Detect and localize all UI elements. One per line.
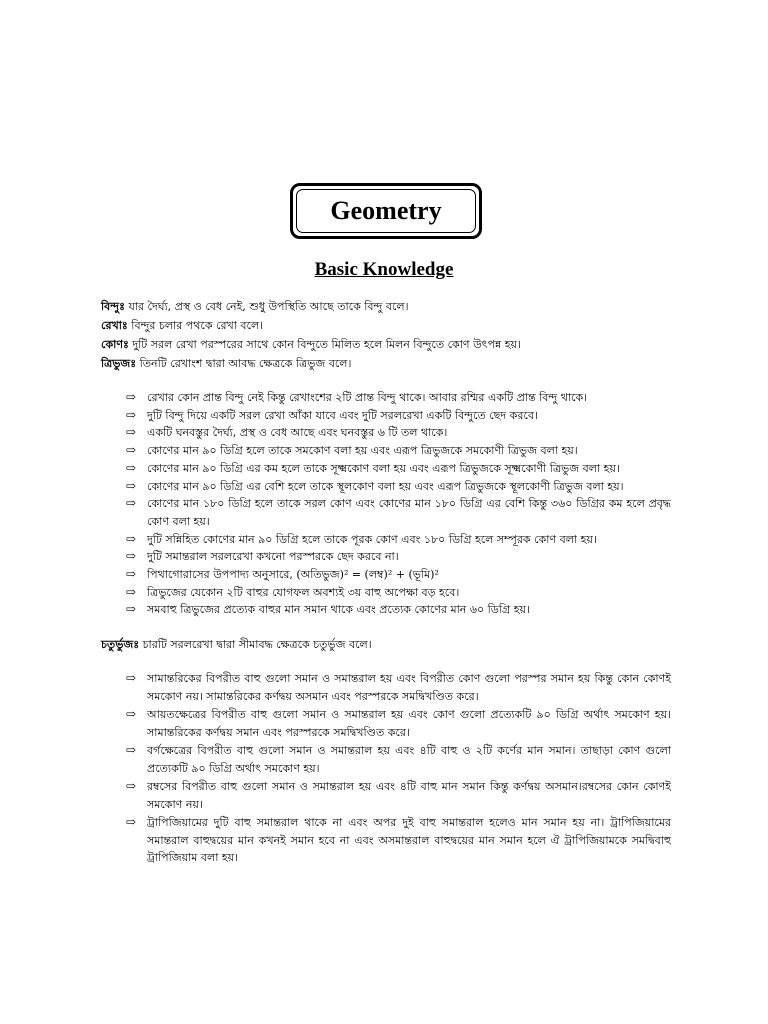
list-item-text: দুটি বিন্দু দিয়ে একটি সরল রেখা আঁকা যাবে এবং দুটি সরলরেখা একটি বিন্দুতে ছেদ করবে।: [147, 408, 538, 422]
definition-point: [101, 297, 661, 316]
quadrilateral-facts-list: [126, 670, 671, 868]
list-item-text: কোণের মান ৯০ ডিগ্রি হলে তাকে সমকোণ বলা হয় এবং এরূপ ত্রিভুজকে সমকোণী ত্রিভুজ বলা হয়।: [147, 444, 578, 458]
arrow-bullet-icon: ⇨: [126, 390, 137, 404]
definitions-block: [101, 297, 661, 373]
list-item: [126, 778, 671, 813]
list-item-text: একটি ঘনবস্তুর দৈর্ঘ্য, প্রস্থ ও বেধ আছে এবং ঘনবস্তুর ৬ টি তল থাকে।: [147, 426, 448, 440]
list-item-text: কোণের মান ৯০ ডিগ্রি এর বেশি হলে তাকে স্থূলকোণ বলা হয় এবং এরূপ ত্রিভুজকে স্থূলকোণী ত্রিভুজ বলা হয়।: [147, 479, 624, 493]
list-item-text: কোণের মান ১৮০ ডিগ্রি হলে তাকে সরল কোণ এবং কোণের মান ১৮০ ডিগ্রি এর বেশি কিন্তু ৩৬০ ডিগ্রির কম হলে প্রবৃদ্ধ কোণ বলা হয়।: [147, 497, 671, 528]
list-item-text: ত্রিভুজের যেকোন ২টি বাহুর যোগফল অবশ্যই ৩য় বাহু অপেক্ষা বড় হবে।: [147, 585, 460, 599]
list-item: [126, 424, 671, 442]
definition-text: বিন্দুর চলার পথকে রেখা বলে।: [131, 319, 264, 332]
arrow-bullet-icon: ⇨: [126, 743, 137, 757]
facts-list: [126, 389, 671, 619]
definition-quadrilateral: [101, 635, 372, 654]
list-item-text: সামান্তরিকের বিপরীত বাহু গুলো সমান ও সমান্তরাল হয় এবং বিপরীত কোণ গুলো পরস্পর সমান হয় কিন্তু কোন কোণই সমকোণ নয়। সামান্তরিকের কর্ণদ্বয় অসমান এবং পরস্পরকে সমদ্বিখণ্ডিত করে।: [147, 672, 671, 703]
list-item: [126, 389, 671, 407]
arrow-bullet-icon: ⇨: [126, 815, 137, 829]
title-frame: [290, 183, 482, 239]
arrow-bullet-icon: ⇨: [126, 779, 137, 793]
arrow-bullet-icon: ⇨: [126, 584, 137, 599]
list-item: [126, 742, 671, 777]
list-item-text: কোণের মান ৯০ ডিগ্রি এর কম হলে তাকে সূক্ষ্মকোণ বলা হয় এবং এরূপ ত্রিভুজকে সূক্ষ্মকোণী ত্রিভুজ বলা হয়।: [147, 461, 620, 475]
document-title: Geometry: [330, 196, 442, 225]
list-item-text: ট্রাপিজিয়ামের দুটি বাহু সমান্তরাল থাকে না এবং অপর দুই বাহু সমান্তরাল হলেও মান সমান হয় না। ট্রাপিজিয়ামের সমান্তরাল বাহুদ্বয়ের মান কখনই সমান হবে না এবং অসমান্তরাল বাহুদ্বয়ের মান সমান হলে ঐ ট্রাপিজিয়ামকে সমদ্বিবাহু ট্রাপিজিয়াম বলা হয়।: [147, 816, 671, 865]
title-frame-inner: [296, 189, 476, 233]
list-item-text: বর্গক্ষেত্রের বিপরীত বাহু গুলো সমান ও সমান্তরাল হয় এবং ৪টি বাহু ও ২টি কর্ণের মান সমান। তাছাড়া কোণ গুলো প্রত্যেকটি ৯০ ডিগ্রি অর্থাৎ সমকোণ হয়।: [147, 744, 671, 775]
list-item-text: রেখার কোন প্রান্ত বিন্দু নেই কিন্তু রেখাংশের ২টি প্রান্ত বিন্দু থাকে। আবার রশ্মির একটি প্রান্ত বিন্দু থাকে।: [147, 391, 588, 404]
list-item: [126, 442, 671, 460]
definition-term: কোণঃ: [101, 338, 129, 351]
list-item: [126, 670, 671, 705]
section-heading: Basic Knowledge: [314, 259, 454, 280]
definition-term: ত্রিভুজঃ: [101, 357, 137, 370]
definition-text: তিনটি রেখাংশ দ্বারা আবদ্ধ ক্ষেত্রকে ত্রিভুজ বলে।: [139, 357, 352, 370]
arrow-bullet-icon: ⇨: [126, 531, 137, 546]
list-item: [126, 814, 671, 867]
definition-text: চারটি সরলরেখা দ্বারা সীমাবদ্ধ ক্ষেত্রকে চতুর্ভুজ বলে।: [142, 638, 372, 651]
definition-text: দুটি সরল রেখা পরস্পরের সাথে কোন বিন্দুতে মিলিত হলে মিলন বিন্দুতে কোণ উৎপন্ন হয়।: [132, 338, 521, 351]
arrow-bullet-icon: ⇨: [126, 671, 137, 685]
list-item: [126, 495, 671, 530]
arrow-bullet-icon: ⇨: [126, 425, 137, 440]
list-item: [126, 584, 671, 602]
list-item: [126, 531, 671, 549]
list-item-text: দুটি সমান্তরাল সরলরেখা কখনো পরস্পরকে ছেদ করবে না।: [147, 550, 399, 564]
list-item-text: রম্বসের বিপরীত বাহু গুলো সমান ও সমান্তরাল হয় এবং ৪টি বাহু মান সমান কিন্তু কর্ণদ্বয় অসমান।রম্বসের কোন কোণই সমকোণ নয়।: [147, 780, 671, 811]
list-item: [126, 548, 671, 566]
definition-line: [101, 316, 661, 335]
list-item: [126, 478, 671, 496]
list-item: [126, 601, 671, 619]
arrow-bullet-icon: ⇨: [126, 443, 137, 458]
list-item: [126, 706, 671, 741]
arrow-bullet-icon: ⇨: [126, 478, 137, 493]
definition-term: চতুর্ভুজঃ: [101, 638, 140, 651]
list-item: [126, 566, 671, 584]
definition-text: যার দৈর্ঘ্য, প্রস্থ ও বেধ নেই, শুধু উপস্থিতি আছে তাকে বিন্দু বলে।: [128, 300, 409, 313]
list-item-text: সমবাহু ত্রিভুজের প্রত্যেক বাহুর মান সমান থাকে এবং প্রত্যেক কোণের মান ৬০ ডিগ্রি হয়।: [147, 603, 530, 617]
definition-term: বিন্দুঃ: [101, 300, 125, 313]
arrow-bullet-icon: ⇨: [126, 496, 137, 511]
list-item: [126, 407, 671, 425]
arrow-bullet-icon: ⇨: [126, 602, 137, 617]
list-item-text: পিথাগোরাসের উপপাদ্য অনুসারে, (অতিভুজ)² = (লম্ব)² + (ভূমি)²: [147, 568, 439, 582]
arrow-bullet-icon: ⇨: [126, 707, 137, 721]
definition-triangle: [101, 354, 661, 373]
definition-term: রেখাঃ: [101, 319, 128, 332]
arrow-bullet-icon: ⇨: [126, 460, 137, 475]
arrow-bullet-icon: ⇨: [126, 407, 137, 422]
list-item: [126, 460, 671, 478]
arrow-bullet-icon: ⇨: [126, 549, 137, 564]
definition-angle: [101, 335, 661, 354]
list-item-text: দুটি সন্নিহিত কোণের মান ৯০ ডিগ্রি হলে তাকে পূরক কোণ এবং ১৮০ ডিগ্রি হলে সম্পূরক কোণ বলা হয়।: [147, 532, 597, 546]
arrow-bullet-icon: ⇨: [126, 567, 137, 582]
list-item-text: আয়তক্ষেত্রের বিপরীত বাহু গুলো সমান ও সমান্তরাল হয় এবং কোণ গুলো প্রত্যেকটি ৯০ ডিগ্রি অর্থাৎ সমকোণ হয়।সামান্তরিকের কর্ণদ্বয় সমান এবং পরস্পরকে সমদ্বিখণ্ডিত করে।: [147, 708, 671, 739]
